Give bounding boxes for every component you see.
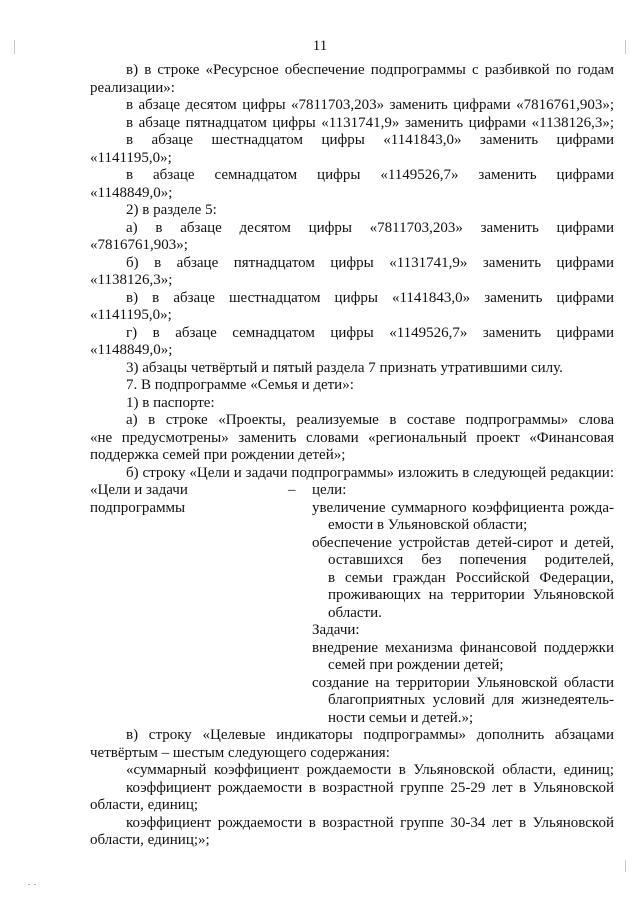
row-content — [312, 482, 614, 727]
task-line: создание на территории Ульяновской области — [312, 674, 614, 691]
amendments-top — [90, 62, 614, 482]
paragraph-line: в абзаце семнадцатом цифры «1149526,7» заменить цифрами — [126, 167, 614, 183]
paragraph-line: б) в абзаце пятнадцатом цифры «1131741,9» заменить цифрами — [126, 254, 614, 271]
row-label-line: подпрограммы — [90, 499, 186, 516]
scan-artifact — [34, 884, 36, 885]
goals-tasks-row — [90, 482, 614, 727]
paragraph-line: «1138126,3»; — [90, 272, 173, 288]
paragraph-line: в) строку «Целевые индикаторы подпрограммы» дополнить абзацами — [126, 727, 614, 743]
task-line: внедрение механизма финансовой поддержки — [312, 639, 614, 656]
scan-artifact — [625, 40, 626, 54]
paragraph-line: 2) в разделе 5: — [126, 202, 217, 218]
task-line: ности семьи и детей.»; — [328, 709, 474, 726]
paragraph-line: «1148849,0»; — [90, 342, 173, 358]
paragraph-line: реализации»: — [90, 79, 175, 96]
document-body — [90, 62, 614, 850]
paragraph-line: в) в абзаце шестнадцатом цифры «1141843,0» заменить цифрами — [126, 289, 614, 306]
paragraph-line: четвёртым – шестым следующего содержания: — [90, 744, 390, 761]
task-line: семей при рождении детей; — [328, 657, 504, 673]
paragraph-line: «7816761,903»; — [90, 237, 188, 253]
goal-line: оставшихся без попечения родителей, — [328, 552, 614, 568]
scan-artifact — [14, 40, 15, 54]
row-label — [90, 482, 288, 727]
paragraph-line: в абзаце десятом цифры «7811703,203» заменить цифрами «7816761,903»; — [126, 97, 614, 113]
paragraph-line: 3) абзацы четвёртый и пятый раздела 7 признать утратившими силу. — [126, 359, 563, 376]
paragraph-line: области, единиц; — [90, 797, 199, 813]
paragraph-line: коэффициент рождаемости в возрастной группе 30-34 лет в Ульяновской — [126, 814, 614, 831]
paragraph-line: г) в абзаце семнадцатом цифры «1149526,7» заменить цифрами — [126, 324, 614, 341]
goal-line: обеспечение устройстав детей-сирот и детей, — [312, 534, 614, 551]
paragraph-line: а) в абзаце десятом цифры «7811703,203» заменить цифрами — [126, 219, 614, 236]
page-number: 11 — [312, 38, 328, 54]
paragraph-line: «не предусмотрены» заменить словами «региональный проект «Финансовая — [90, 429, 614, 446]
paragraph-line: коэффициент рождаемости в возрастной группе 25-29 лет в Ульяновской — [126, 779, 614, 796]
paragraph-line: 7. В подпрограмме «Семья и дети»: — [126, 377, 354, 393]
paragraph-line: в абзаце шестнадцатом цифры «1141843,0» заменить цифрами — [126, 132, 614, 148]
paragraph-line: в абзаце пятнадцатом цифры «1131741,9» заменить цифрами «1138126,3»; — [126, 114, 614, 131]
paragraph-line: б) строку «Цели и задачи подпрограммы» изложить в следующей редакции: — [126, 464, 614, 481]
paragraph-line: области, единиц;»; — [90, 832, 210, 848]
goal-line: области. — [328, 604, 382, 621]
goal-line: емости в Ульяновской области; — [328, 517, 528, 533]
goals-title: цели: — [312, 482, 347, 498]
paragraph-line: «1141195,0»; — [90, 307, 172, 323]
paragraph-line: в) в строке «Ресурсное обеспечение подпрограммы с разбивкой по годам — [126, 62, 614, 78]
goal-line: увеличение суммарного коэффициента рожда- — [312, 499, 614, 516]
goal-line: проживающих на территории Ульяновской — [328, 587, 614, 603]
paragraph-line: 1) в паспорте: — [126, 394, 215, 411]
goal-line: в семьи граждан Российской Федерации, — [328, 569, 614, 586]
task-line: благоприятных условий для жизнедеятель- — [328, 692, 614, 708]
row-label-line: «Цели и задачи — [90, 482, 188, 498]
tasks-title: Задачи: — [312, 622, 360, 638]
paragraph-line: поддержка семей при рождении детей»; — [90, 447, 346, 463]
paragraph-line: а) в строке «Проекты, реализуемые в составе подпрограммы» слова — [126, 412, 614, 428]
scan-artifact — [28, 884, 30, 885]
scan-artifact — [625, 860, 626, 872]
paragraph-line: «1141195,0»; — [90, 149, 172, 166]
paragraph-line: «1148849,0»; — [90, 184, 173, 201]
row-dash: – — [288, 482, 296, 498]
paragraph-line: «суммарный коэффициент рождаемости в Ульяновской области, единиц; — [126, 762, 614, 778]
amendments-bottom — [90, 727, 614, 850]
